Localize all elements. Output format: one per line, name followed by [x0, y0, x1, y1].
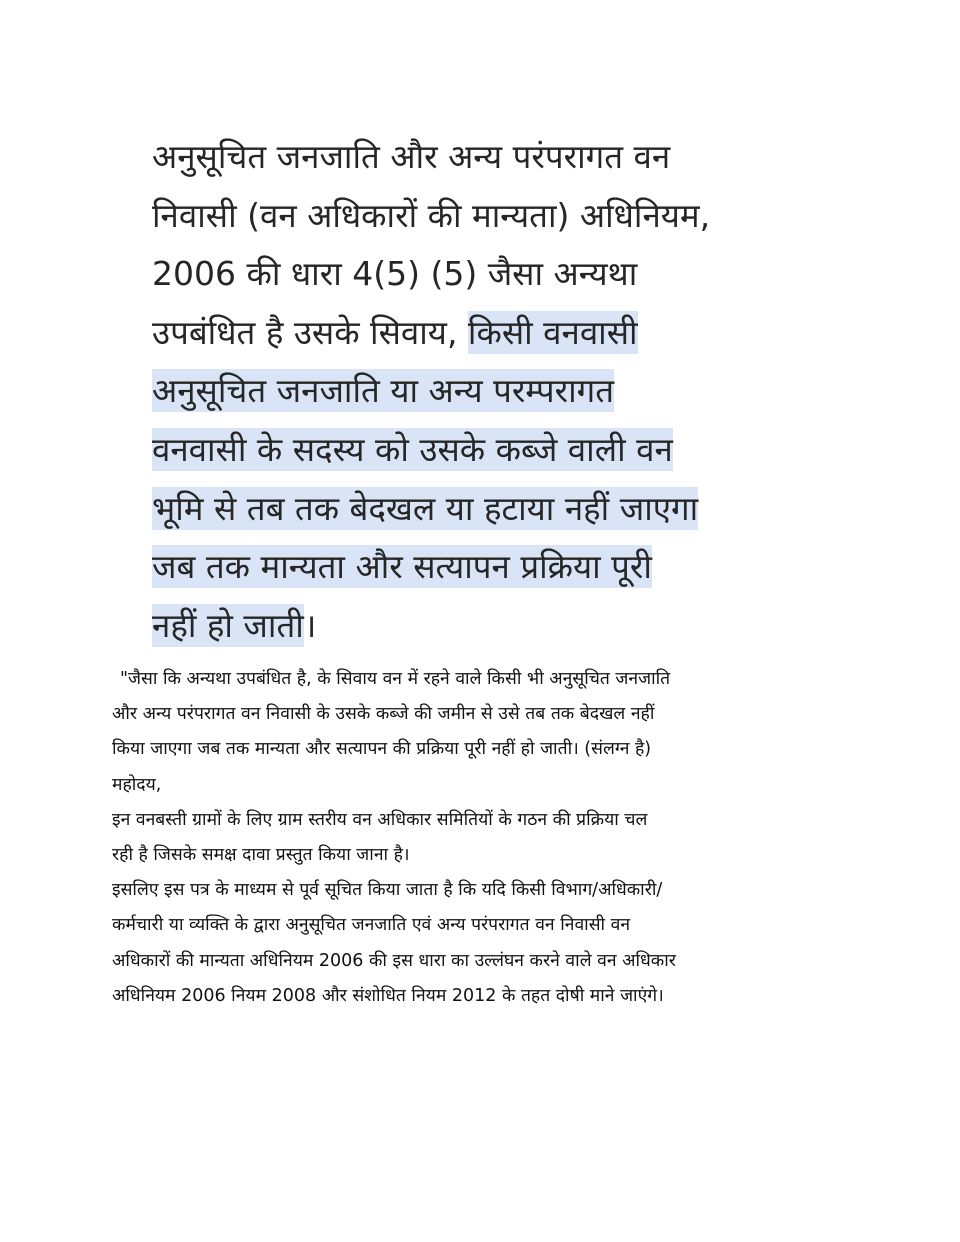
- body-line: अधिकारों की मान्यता अधिनियम 2006 की इस धारा का उल्लंघन करने वाले वन अधिकार: [112, 950, 676, 971]
- heading-line: [152, 421, 842, 480]
- highlighted-text: भूमि से तब तक बेदखल या हटाया नहीं जाएगा: [152, 488, 699, 528]
- heading-line: [152, 480, 842, 539]
- body-line: "जैसा कि अन्यथा उपबंधित है, के सिवाय वन में रहने वाले किसी भी अनुसूचित जनजाति: [120, 669, 671, 689]
- body-line: और अन्य परंपरागत वन निवासी के उसके कब्जे की जमीन से उसे तब तक बेदखल नहीं: [112, 704, 655, 725]
- highlighted-heading-paragraph: [152, 128, 842, 655]
- heading-line: अनुसूचित जनजाति और अन्य परंपरागत वन: [152, 137, 671, 176]
- highlighted-text: वनवासी के सदस्य को उसके कब्जे वाली वन: [152, 429, 673, 469]
- heading-line: [152, 538, 842, 597]
- highlighted-text: किसी वनवासी: [467, 312, 638, 352]
- highlighted-text: अनुसूचित जनजाति या अन्य परम्परागत: [152, 371, 615, 411]
- body-line: किया जाएगा जब तक मान्यता और सत्यापन की प्रक्रिया पूरी नहीं हो जाती। (संलग्न है): [112, 739, 652, 760]
- heading-line: उपबंधित है उसके सिवाय, किसी वनवासी: [152, 312, 638, 352]
- body-line: अधिनियम 2006 नियम 2008 और संशोधित नियम 2012 के तहत दोषी माने जाएंगे।: [112, 985, 664, 1006]
- heading-line: [152, 362, 842, 421]
- heading-line: 2006 की धारा 4(5) (5) जैसा अन्यथा: [152, 254, 638, 294]
- body-line: इन वनबस्ती ग्रामों के लिए ग्राम स्तरीय वन अधिकार समितियों के गठन की प्रक्रिया चल: [112, 809, 648, 830]
- highlighted-text: नहीं हो जाती: [152, 605, 304, 645]
- heading-line: निवासी (वन अधिकारों की मान्यता) अधिनियम,: [152, 195, 711, 235]
- highlighted-text: जब तक मान्यता और सत्यापन प्रक्रिया पूरी: [152, 547, 652, 587]
- body-paragraph: [112, 662, 842, 1014]
- body-line: कर्मचारी या व्यक्ति के द्वारा अनुसूचित जनजाति एवं अन्य परंपरागत वन निवासी वन: [112, 915, 631, 936]
- salutation: महोदय,: [112, 774, 162, 795]
- body-line: इसलिए इस पत्र के माध्यम से पूर्व सूचित किया जाता है कि यदि किसी विभाग/अधिकारी/: [112, 880, 663, 901]
- heading-line: नहीं हो जाती।: [152, 605, 317, 645]
- body-line: रही है जिसके समक्ष दावा प्रस्तुत किया जाना है।: [112, 844, 410, 865]
